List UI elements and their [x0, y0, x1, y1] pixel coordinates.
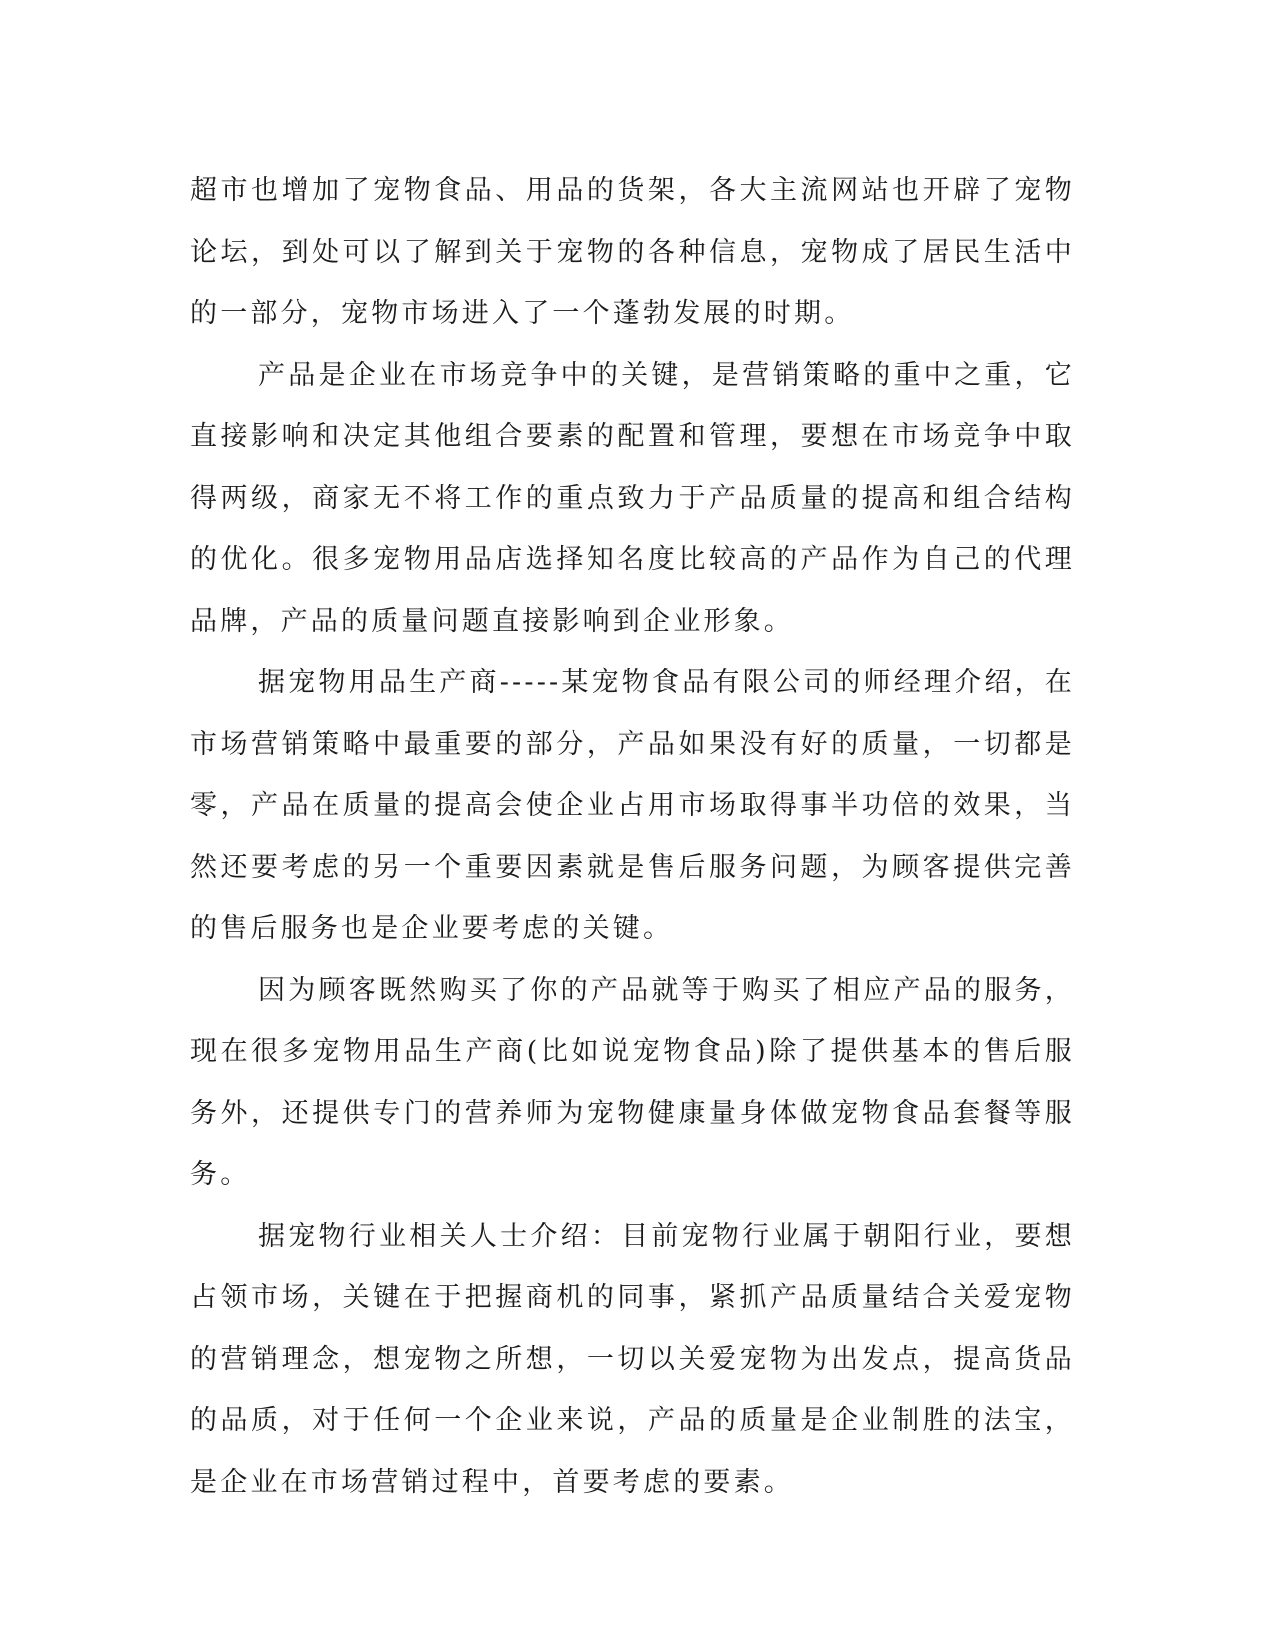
paragraph-2: 产品是企业在市场竞争中的关键，是营销策略的重中之重，它直接影响和决定其他组合要素的配置和管理，要想在市场竞争中取得两级，商家无不将工作的重点致力于产品质量的提高和组合结构的优化。很多宠物用品店选择知名度比较高的产品作为自己的代理品牌，产品的质量问题直接影响到企业形象。 — [190, 359, 1075, 637]
paragraph-1: 超市也增加了宠物食品、用品的货架，各大主流网站也开辟了宠物论坛，到处可以了解到关于宠物的各种信息，宠物成了居民生活中的一部分，宠物市场进入了一个蓬勃发展的时期。 — [190, 175, 1075, 329]
document-body — [190, 160, 1075, 1513]
paragraph-5: 据宠物行业相关人士介绍：目前宠物行业属于朝阳行业，要想占领市场，关键在于把握商机的同事，紧抓产品质量结合关爱宠物的营销理念，想宠物之所想，一切以关爱宠物为出发点，提高货品的品质，对于任何一个企业来说，产品的质量是企业制胜的法宝，是企业在市场营销过程中，首要考虑的要素。 — [190, 1220, 1075, 1498]
paragraph-3: 据宠物用品生产商-----某宠物食品有限公司的师经理介绍，在市场营销策略中最重要的部分，产品如果没有好的质量，一切都是零，产品在质量的提高会使企业占用市场取得事半功倍的效果，当然还要考虑的另一个重要因素就是售后服务问题，为顾客提供完善的售后服务也是企业要考虑的关键。 — [190, 667, 1075, 944]
paragraph-4: 因为顾客既然购买了你的产品就等于购买了相应产品的服务，现在很多宠物用品生产商(比如说宠物食品)除了提供基本的售后服务外，还提供专门的营养师为宠物健康量身体做宠物食品套餐等服务。 — [190, 974, 1075, 1190]
